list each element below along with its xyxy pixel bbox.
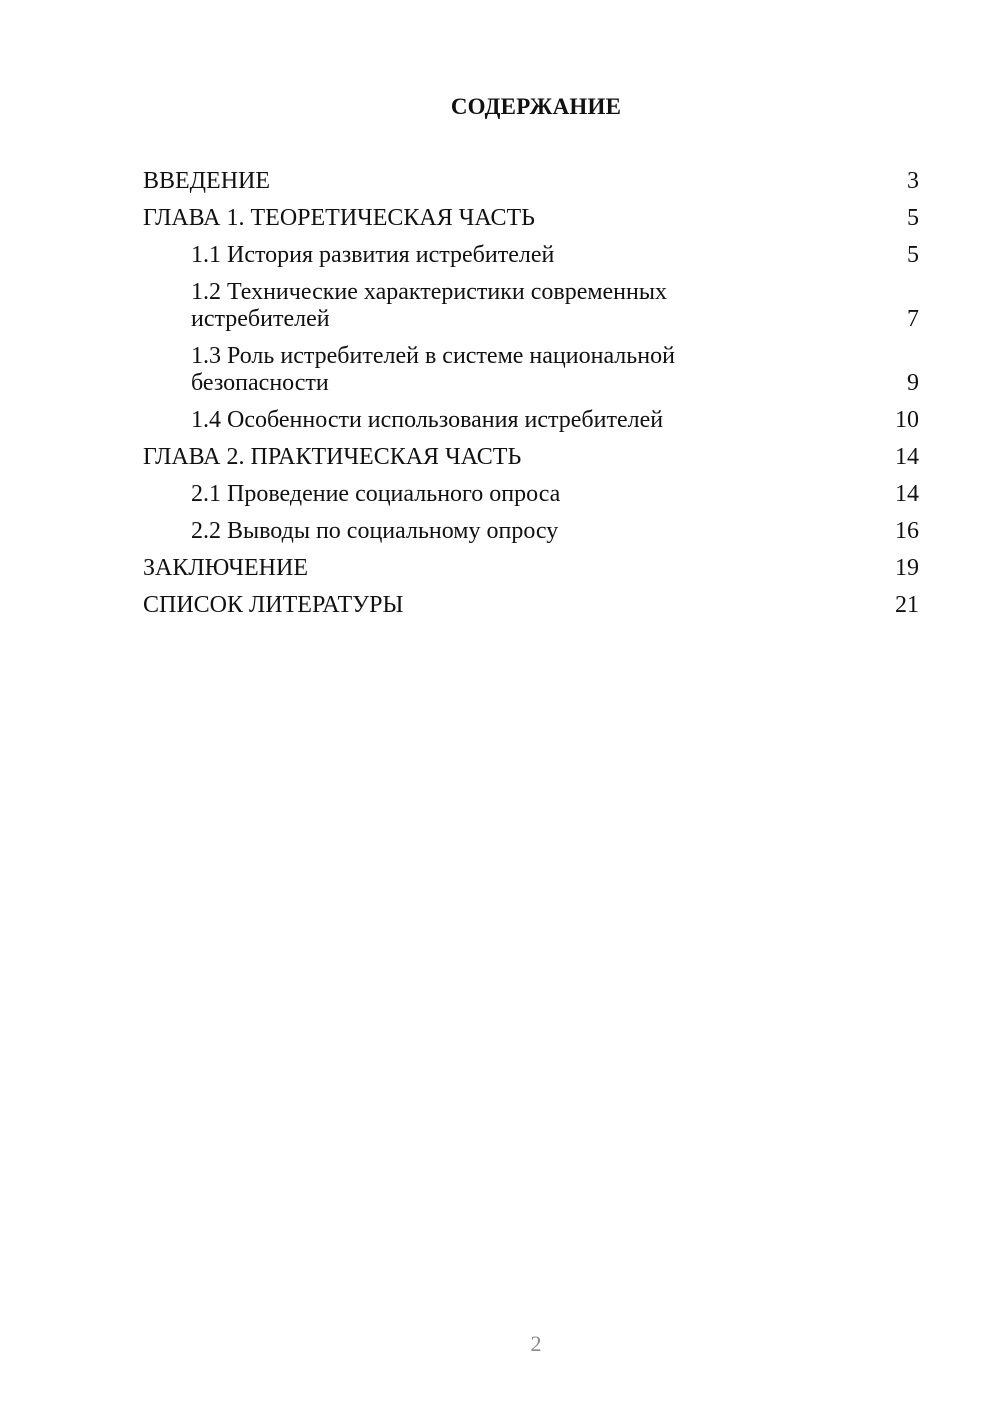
toc-entry-text: СПИСОК ЛИТЕРАТУРЫ — [143, 592, 404, 618]
toc-entry-page: 19 — [895, 555, 919, 581]
toc-entry-conclusion[interactable] — [143, 555, 919, 582]
toc-entry-text: 2.1 Проведение социального опроса — [191, 481, 561, 507]
toc-entry-section-1-1[interactable] — [143, 242, 919, 269]
toc-entry-page: 10 — [895, 407, 919, 433]
toc-entry-text: 1.1 История развития истребителей — [191, 242, 555, 268]
page-number: 2 — [530, 1331, 542, 1356]
toc-entry-page: 7 — [907, 306, 919, 332]
toc-entry-text: 1.4 Особенности использования истребителей — [191, 407, 664, 433]
toc-entry-page: 14 — [895, 444, 919, 470]
toc-entry-section-1-4[interactable] — [143, 407, 919, 434]
page-title: СОДЕРЖАНИЕ — [450, 94, 622, 119]
toc-entry-page: 21 — [895, 592, 919, 618]
toc-entry-section-2-1[interactable] — [143, 481, 919, 508]
toc-entry-page: 16 — [895, 518, 919, 544]
toc-entry-page: 3 — [907, 168, 919, 194]
toc-entry-section-2-2[interactable] — [143, 518, 919, 545]
toc-entry-page: 5 — [907, 205, 919, 231]
toc-entry-introduction[interactable] — [143, 168, 919, 195]
toc-entry-page: 14 — [895, 481, 919, 507]
toc-entry-chapter-1[interactable] — [143, 205, 919, 232]
toc-entry-bibliography[interactable] — [143, 592, 919, 619]
toc-entry-text: ЗАКЛЮЧЕНИЕ — [143, 555, 308, 581]
toc-entry-section-1-2[interactable] — [143, 279, 919, 333]
toc-entry-chapter-2[interactable] — [143, 444, 919, 471]
toc-entry-page: 9 — [907, 370, 919, 396]
toc-entry-page: 5 — [907, 242, 919, 268]
toc-entry-text: ВВЕДЕНИЕ — [143, 168, 271, 194]
toc-entry-text: ГЛАВА 1. ТЕОРЕТИЧЕСКАЯ ЧАСТЬ — [143, 205, 535, 231]
toc-entry-text: 1.2 Технические характеристики современных истребителей — [191, 279, 667, 332]
table-of-contents — [143, 168, 919, 629]
toc-entry-text: 1.3 Роль истребителей в системе национальной безопасности — [191, 343, 675, 396]
toc-entry-text: ГЛАВА 2. ПРАКТИЧЕСКАЯ ЧАСТЬ — [143, 444, 522, 470]
toc-entry-text: 2.2 Выводы по социальному опросу — [191, 518, 559, 544]
toc-entry-section-1-3[interactable] — [143, 343, 919, 397]
